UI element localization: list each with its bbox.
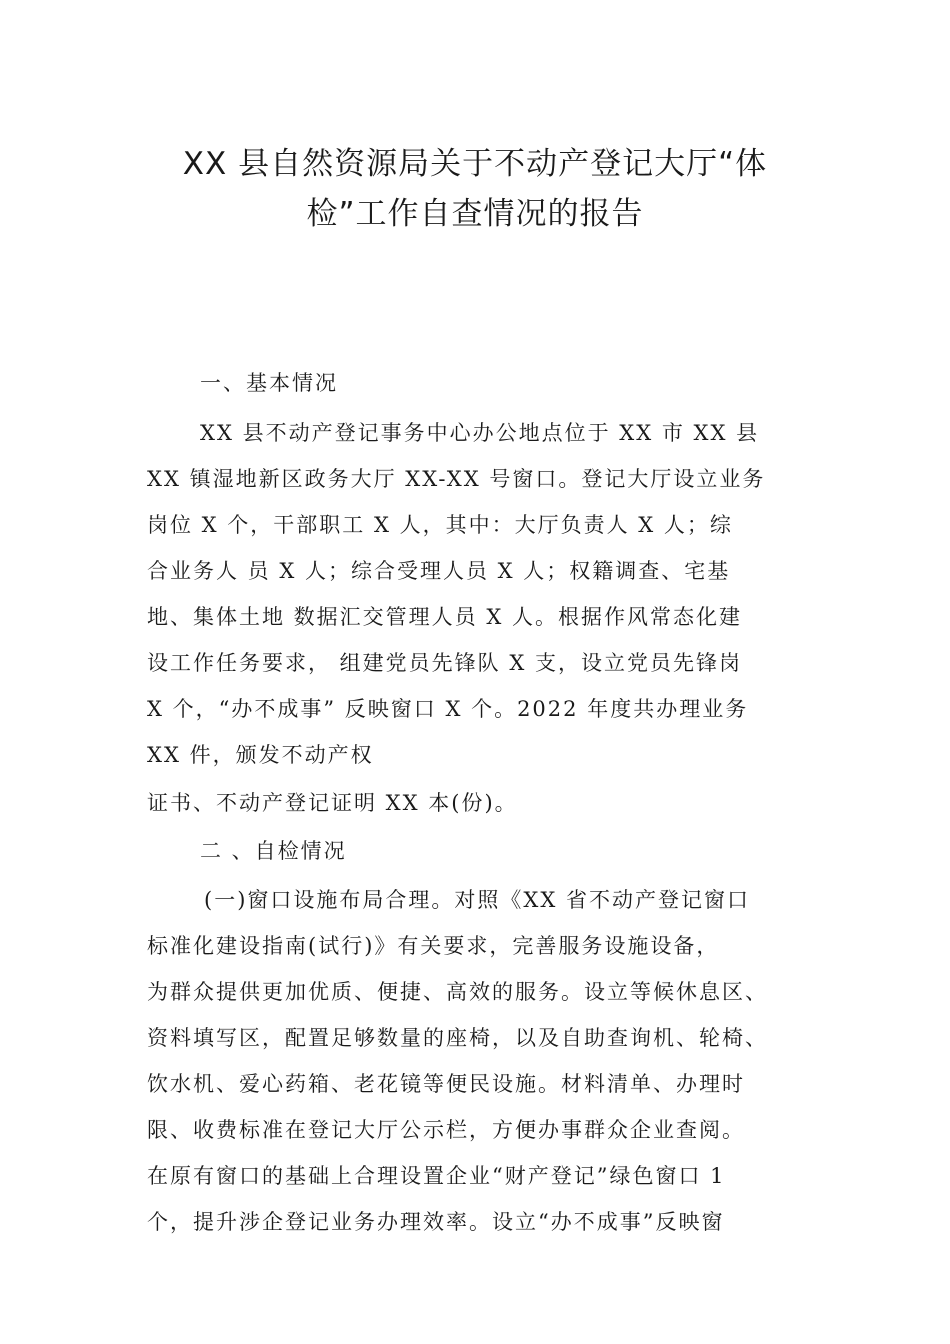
paragraph-line: 资料填写区，配置足够数量的座椅，以及自助查询机、轮椅、 xyxy=(147,1026,768,1050)
paragraph-line: XX 件，颁发不动产权 xyxy=(147,743,374,767)
paragraph-line: XX 镇湿地新区政务大厅 XX-XX 号窗口。登记大厅设立业务 xyxy=(147,467,766,491)
paragraph-line: X 个，“办不成事” 反映窗口 X 个。2022 年度共办理业务 xyxy=(147,697,749,721)
paragraph-line: 为群众提供更加优质、便捷、高效的服务。设立等候休息区、 xyxy=(147,980,768,1004)
paragraph-line: 合业务人 员 X 人；综合受理人员 X 人；权籍调查、宅基 xyxy=(147,559,731,583)
paragraph-line: 限、收费标准在登记大厅公示栏，方便办事群众企业查阅。 xyxy=(147,1118,745,1142)
paragraph-line: (一)窗口设施布局合理。对照《XX 省不动产登记窗口 xyxy=(204,888,750,912)
paragraph-line: 标准化建设指南(试行)》有关要求，完善服务设施设备， xyxy=(147,934,720,958)
paragraph-line: XX 县不动产登记事务中心办公地点位于 XX 市 XX 县 xyxy=(200,421,760,445)
section-heading-self-check: 二 、自检情况 xyxy=(200,839,347,863)
paragraph-line: 设工作任务要求， 组建党员先锋队 X 支，设立党员先锋岗 xyxy=(147,651,742,675)
section-heading-basic-situation: 一、基本情况 xyxy=(200,371,338,395)
paragraph-line: 证书、不动产登记证明 XX 本(份)。 xyxy=(147,791,518,815)
paragraph-line: 岗位 X 个，干部职工 X 人，其中：大厅负责人 X 人；综 xyxy=(147,513,733,537)
document-title-line-2: 检”工作自查情况的报告 xyxy=(306,196,644,232)
paragraph-line: 地、集体土地 数据汇交管理人员 X 人。根据作风常态化建 xyxy=(147,605,742,629)
paragraph-line: 在原有窗口的基础上合理设置企业“财产登记”绿色窗口 1 xyxy=(147,1164,726,1188)
document-title-line-1: XX 县自然资源局关于不动产登记大厅“体 xyxy=(182,146,768,182)
paragraph-line: 个，提升涉企登记业务办理效率。设立“办不成事”反映窗 xyxy=(147,1210,725,1234)
paragraph-line: 饮水机、爱心药箱、老花镜等便民设施。材料清单、办理时 xyxy=(147,1072,745,1096)
